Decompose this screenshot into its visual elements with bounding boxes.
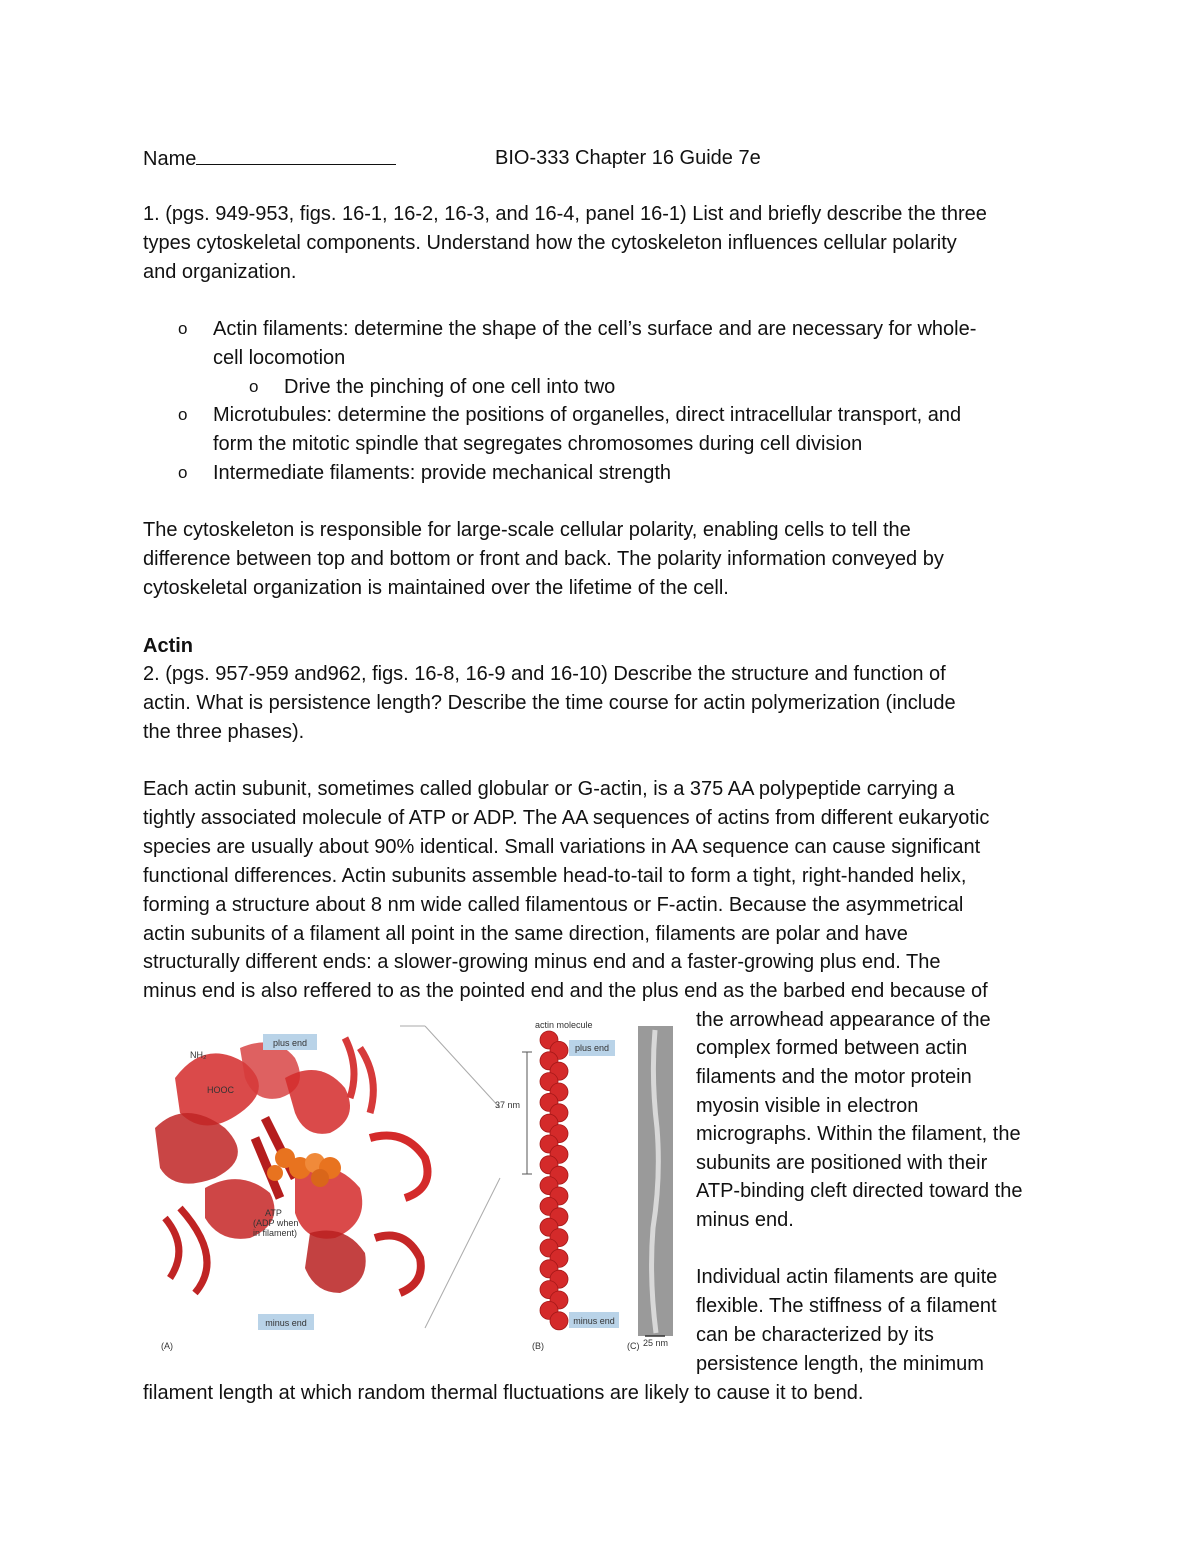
panel-a-plus-end-label: plus end <box>272 1038 308 1048</box>
atp-label-line-1: ATP <box>265 1208 282 1218</box>
nh2-label: NH₂ <box>190 1050 207 1060</box>
zoom-line-bottom <box>425 1178 500 1328</box>
scale-37nm-label: 37 nm <box>495 1100 521 1110</box>
actin-subunit-sphere <box>550 1312 568 1330</box>
panel-a-minus-end-label: minus end <box>265 1318 307 1328</box>
bullet-intermediate-line: Intermediate filaments: provide mechanical strength <box>213 462 672 484</box>
persistence-para-line: flexible. The stiffness of a filament <box>696 1295 997 1317</box>
bullet-marker: o <box>178 319 188 338</box>
bullet-marker: o <box>178 405 188 424</box>
polarity-para-line-1: The cytoskeleton is responsible for large-scale cellular polarity, enabling cells to tell the <box>143 519 911 541</box>
document-title: BIO-333 Chapter 16 Guide 7e <box>495 147 761 169</box>
actin-heading: Actin <box>143 635 193 657</box>
persistence-para-line: persistence length, the minimum <box>696 1353 984 1375</box>
actin-structure-figure <box>145 1018 690 1358</box>
name-label: Name <box>143 148 197 170</box>
atp-label-line-3: in filament) <box>253 1228 298 1238</box>
name-blank-line <box>196 144 396 165</box>
actin-para-line: functional differences. Actin subunits assemble head-to-tail to form a tight, right-handed helix, <box>143 865 967 887</box>
actin-figure-svg <box>145 1018 690 1358</box>
persistence-para-line: can be characterized by its <box>696 1324 934 1346</box>
q2-line-1: 2. (pgs. 957-959 and962, figs. 16-8, 16-9 and 16-10) Describe the structure and function of <box>143 663 946 685</box>
actin-para-wrap-line: complex formed between actin <box>696 1037 968 1059</box>
actin-para-wrap-line: ATP-binding cleft directed toward the <box>696 1180 1023 1202</box>
polarity-para-line-2: difference between top and bottom or front and back. The polarity information conveyed by <box>143 548 944 570</box>
actin-para-wrap-line: micrographs. Within the filament, the <box>696 1123 1021 1145</box>
sub-bullet-marker: o <box>249 377 259 396</box>
polarity-para-line-3: cytoskeletal organization is maintained over the lifetime of the cell. <box>143 577 729 599</box>
panel-b-letter: (B) <box>532 1341 544 1351</box>
persistence-para-line: Individual actin filaments are quite <box>696 1266 998 1288</box>
q1-line-3: and organization. <box>143 261 297 283</box>
hooc-label: HOOC <box>207 1085 234 1095</box>
actin-para-line: forming a structure about 8 nm wide called filamentous or F-actin. Because the asymmetrical <box>143 894 964 916</box>
bullet-microtubules-line-1: Microtubules: determine the positions of organelles, direct intracellular transport, and <box>213 404 962 426</box>
zoom-line-top <box>425 1026 500 1108</box>
actin-para-wrap-line: myosin visible in electron <box>696 1095 919 1117</box>
actin-para-line: tightly associated molecule of ATP or ADP. The AA sequences of actins from different eukaryotic <box>143 807 990 829</box>
panel-b-plus-end-label: plus end <box>574 1043 610 1053</box>
panel-a-letter: (A) <box>161 1341 173 1351</box>
actin-filament-spheres <box>540 1031 568 1330</box>
bullet-marker: o <box>178 463 188 482</box>
panel-b-minus-end-label: minus end <box>573 1316 615 1326</box>
actin-para-wrap-line: subunits are positioned with their <box>696 1152 988 1174</box>
persistence-para-last-line: filament length at which random thermal fluctuations are likely to cause it to bend. <box>143 1382 864 1404</box>
bullet-actin-line-2: cell locomotion <box>213 347 346 369</box>
bullet-microtubules-line-2: form the mitotic spindle that segregates chromosomes during cell division <box>213 433 863 455</box>
q2-line-3: the three phases). <box>143 721 305 743</box>
q1-line-1: 1. (pgs. 949-953, figs. 16-1, 16-2, 16-3, and 16-4, panel 16-1) List and briefly describe the three <box>143 203 987 225</box>
q2-line-2: actin. What is persistence length? Describe the time course for actin polymerization (include <box>143 692 956 714</box>
scale-25nm-label: 25 nm <box>643 1338 669 1348</box>
actin-para-line: minus end is also reffered to as the pointed end and the plus end as the barbed end because of <box>143 980 988 1002</box>
name-field <box>143 144 396 174</box>
actin-para-line: structurally different ends: a slower-growing minus end and a faster-growing plus end. The <box>143 951 941 973</box>
actin-molecule-label: actin molecule <box>535 1020 593 1030</box>
actin-para-wrap-line: the arrowhead appearance of the <box>696 1009 991 1031</box>
actin-para-wrap-line: minus end. <box>696 1209 794 1231</box>
q1-line-2: types cytoskeletal components. Understand how the cytoskeleton influences cellular polarity <box>143 232 957 254</box>
panel-c-letter: (C) <box>627 1341 640 1351</box>
bullet-actin-line-1: Actin filaments: determine the shape of the cell’s surface and are necessary for whole- <box>213 318 977 340</box>
actin-para-wrap-line: filaments and the motor protein <box>696 1066 972 1088</box>
actin-para-line: Each actin subunit, sometimes called globular or G-actin, is a 375 AA polypeptide carrying a <box>143 778 955 800</box>
atp-label-line-2: (ADP when <box>253 1218 299 1228</box>
actin-para-line: species are usually about 90% identical. Small variations in AA sequence can cause significant <box>143 836 981 858</box>
actin-para-line: actin subunits of a filament all point in the same direction, filaments are polar and have <box>143 923 908 945</box>
sub-bullet-line: Drive the pinching of one cell into two <box>284 376 616 398</box>
